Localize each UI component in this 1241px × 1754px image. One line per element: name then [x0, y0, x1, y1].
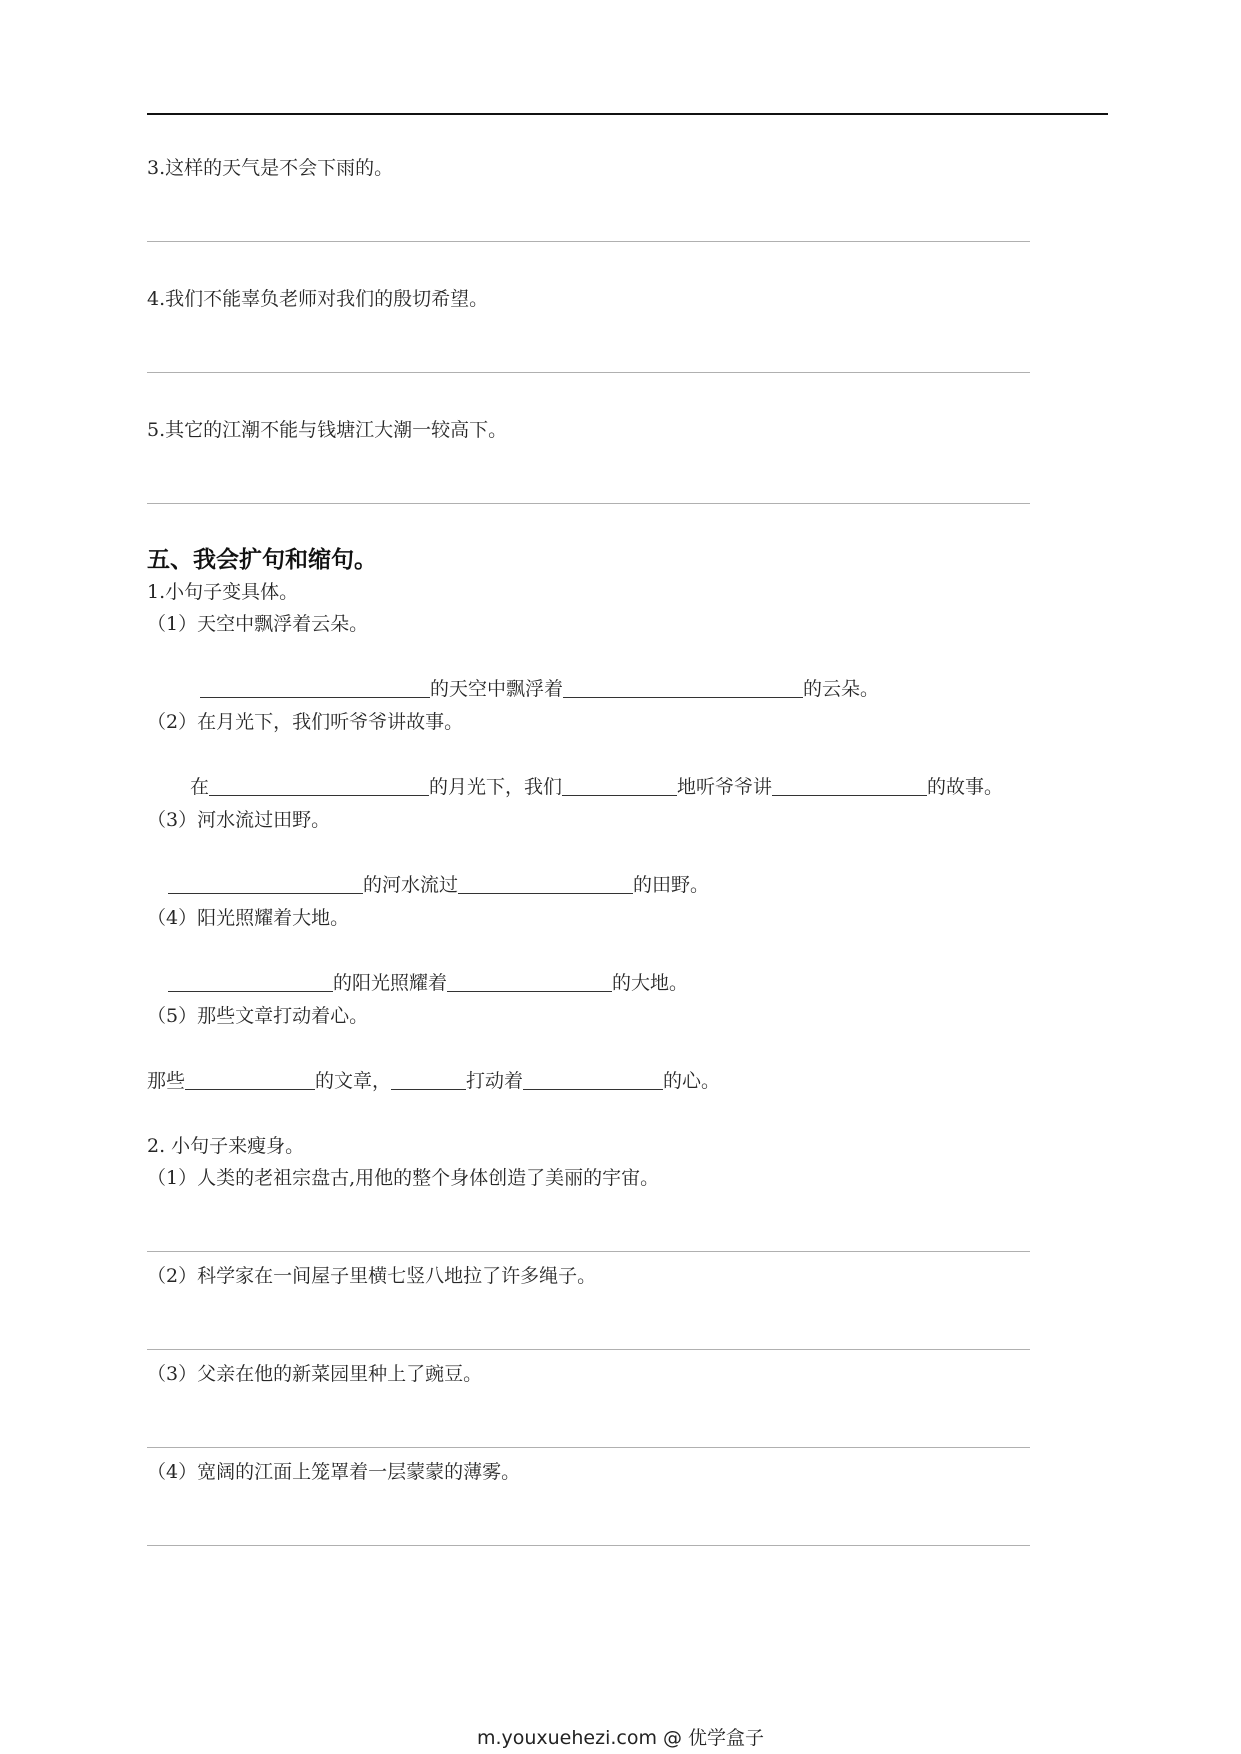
expand-item-5-fill-line: [147, 1069, 720, 1093]
fill-text: 在: [190, 776, 210, 798]
fill-text: 那些: [147, 1070, 186, 1092]
question-3: 3.这样的天气是不会下雨的。: [147, 157, 394, 179]
question-5: 5.其它的江潮不能与钱塘江大潮一较高下。: [147, 419, 508, 441]
shrink-item-4: （4）宽阔的江面上笼罩着一层蒙蒙的薄雾。: [147, 1461, 521, 1483]
expand-item-5-prompt: （5）那些文章打动着心。: [147, 1005, 369, 1027]
expand-item-3-prompt: （3）河水流过田野。: [147, 809, 331, 831]
blank[interactable]: [523, 1069, 663, 1090]
blank[interactable]: [563, 677, 803, 698]
expand-item-4-fill-line: [168, 971, 688, 995]
answer-line-q5[interactable]: [147, 503, 1030, 504]
answer-line-shrink-1[interactable]: [147, 1251, 1030, 1252]
blank[interactable]: [168, 971, 333, 992]
answer-line-q4[interactable]: [147, 372, 1030, 373]
expand-item-4-prompt: （4）阳光照耀着大地。: [147, 907, 350, 929]
shrink-item-1: （1）人类的老祖宗盘古,用他的整个身体创造了美丽的宇宙。: [147, 1167, 660, 1189]
fill-text: 的大地。: [612, 972, 689, 994]
blank[interactable]: [447, 971, 612, 992]
expand-item-2-fill-line: [190, 775, 1003, 799]
blank[interactable]: [200, 677, 430, 698]
expand-item-3-fill-line: [168, 873, 709, 897]
section-title: 五、我会扩句和缩句。: [147, 547, 377, 573]
expand-item-1-fill-line: [200, 677, 879, 701]
fill-text: 的天空中飘浮着: [430, 678, 564, 700]
fill-text: 的心。: [663, 1070, 721, 1092]
answer-line-shrink-4[interactable]: [147, 1545, 1030, 1546]
top-rule: [147, 113, 1108, 115]
fill-text: 的阳光照耀着: [333, 972, 448, 994]
blank[interactable]: [391, 1069, 466, 1090]
question-4: 4.我们不能辜负老师对我们的殷切希望。: [147, 288, 489, 310]
shrink-item-3: （3）父亲在他的新菜园里种上了豌豆。: [147, 1363, 483, 1385]
subsection-2-title: 2. 小句子来瘦身。: [147, 1135, 305, 1157]
blank[interactable]: [185, 1069, 315, 1090]
fill-text: 的云朵。: [803, 678, 880, 700]
blank[interactable]: [209, 775, 429, 796]
subsection-1-title: 1.小句子变具体。: [147, 581, 299, 603]
footer-watermark: m.youxuehezi.com @ 优学盒子: [476, 1727, 765, 1749]
fill-text: 的文章，: [315, 1070, 392, 1092]
answer-line-shrink-3[interactable]: [147, 1447, 1030, 1448]
shrink-item-2: （2）科学家在一间屋子里横七竖八地拉了许多绳子。: [147, 1265, 597, 1287]
fill-text: 的故事。: [927, 776, 1004, 798]
fill-text: 的田野。: [633, 874, 710, 896]
answer-line-shrink-2[interactable]: [147, 1349, 1030, 1350]
fill-text: 的月光下，我们: [429, 776, 563, 798]
fill-text: 的河水流过: [363, 874, 459, 896]
answer-line-q3[interactable]: [147, 241, 1030, 242]
blank[interactable]: [458, 873, 633, 894]
blank[interactable]: [772, 775, 927, 796]
blank[interactable]: [168, 873, 363, 894]
expand-item-1-prompt: （1）天空中飘浮着云朵。: [147, 613, 369, 635]
fill-text: 打动着: [466, 1070, 524, 1092]
blank[interactable]: [562, 775, 677, 796]
expand-item-2-prompt: （2）在月光下，我们听爷爷讲故事。: [147, 711, 464, 733]
fill-text: 地听爷爷讲: [677, 776, 773, 798]
